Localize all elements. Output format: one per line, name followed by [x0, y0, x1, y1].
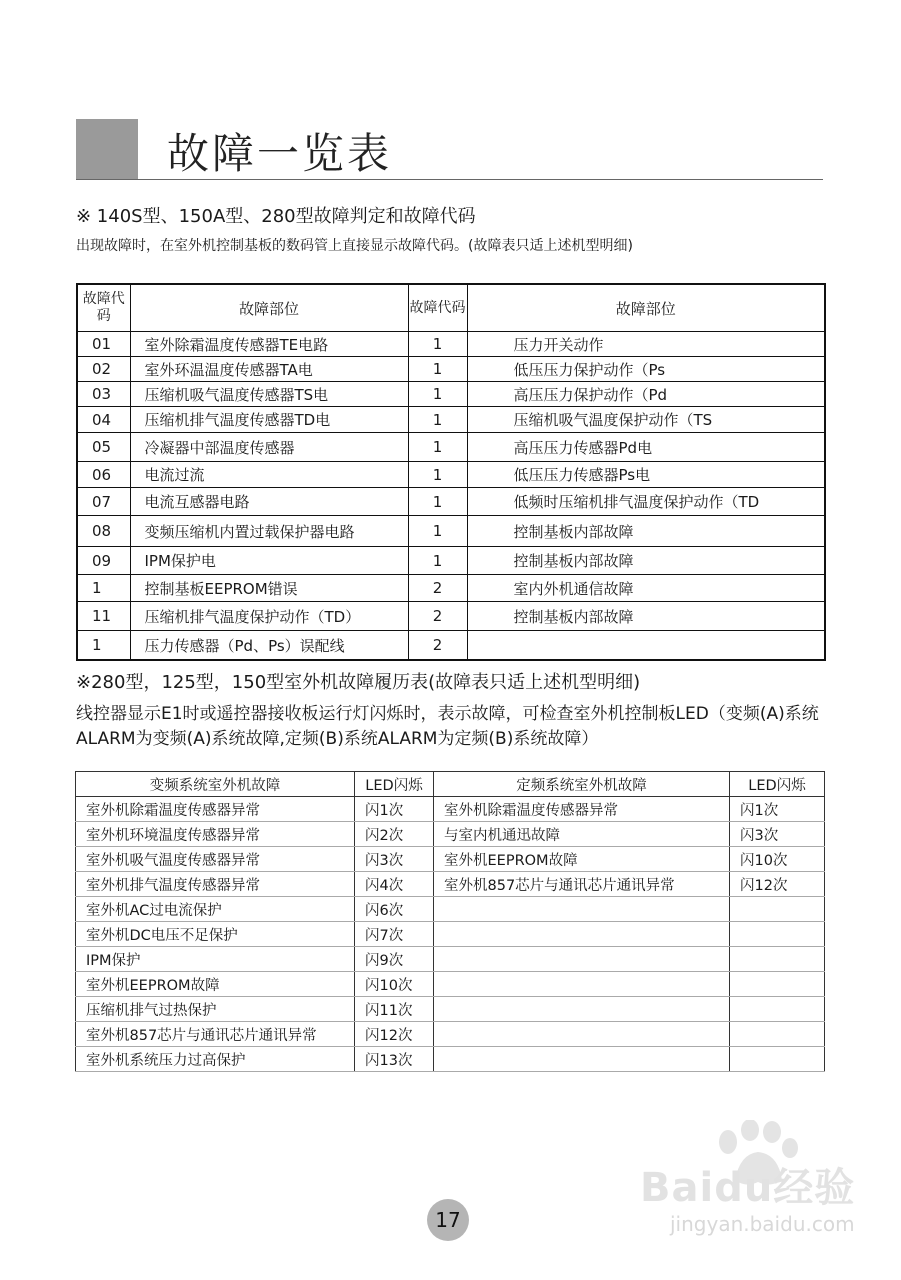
- fault-part-right: [467, 631, 825, 661]
- fault-history-table: [75, 771, 825, 1072]
- history-table-row: [76, 922, 825, 947]
- fault-table-row: [77, 462, 825, 488]
- history-table-row: [76, 822, 825, 847]
- header-code-right: 故障代码: [408, 284, 467, 332]
- fault-part-right: 控制基板内部故障: [467, 547, 825, 575]
- header-part-right: 故障部位: [467, 284, 825, 332]
- fault-code-right: 2: [408, 631, 467, 661]
- fault-part-right: 压力开关动作: [467, 332, 825, 357]
- fault-code-right: 1: [408, 407, 467, 433]
- history-fixed-led: [730, 972, 825, 997]
- fault-code-left: 06: [77, 462, 130, 488]
- fault-table-row: [77, 631, 825, 661]
- history-inverter-fault: 室外机吸气温度传感器异常: [76, 847, 355, 872]
- fault-table-row: [77, 382, 825, 407]
- fault-code-right: 1: [408, 547, 467, 575]
- history-inverter-led: 闪13次: [355, 1047, 434, 1072]
- history-fixed-led: [730, 1022, 825, 1047]
- fault-part-right: 低压压力保护动作（Ps: [467, 357, 825, 382]
- history-fixed-led: 闪10次: [730, 847, 825, 872]
- fault-code-right: 1: [408, 462, 467, 488]
- fault-part-left: 变频压缩机内置过载保护器电路: [130, 516, 408, 547]
- section1-description: 出现故障时，在室外机控制基板的数码管上直接显示故障代码。(故障表只适上述机型明细): [76, 238, 633, 254]
- header-code-left: 故障代码: [77, 284, 130, 332]
- fault-code-left: 1: [77, 631, 130, 661]
- fault-code-left: 1: [77, 575, 130, 602]
- fault-code-right: 1: [408, 382, 467, 407]
- fault-part-right: 高压压力传感器Pd电: [467, 433, 825, 462]
- history-inverter-led: 闪7次: [355, 922, 434, 947]
- history-inverter-led: 闪6次: [355, 897, 434, 922]
- fault-part-left: 压缩机排气温度传感器TD电: [130, 407, 408, 433]
- fault-table-row: [77, 357, 825, 382]
- history-table-row: [76, 872, 825, 897]
- fault-code-right: 1: [408, 357, 467, 382]
- fault-code-right: 1: [408, 332, 467, 357]
- title-marker-block: [76, 119, 138, 180]
- fault-code-left: 11: [77, 602, 130, 631]
- history-table-row: [76, 897, 825, 922]
- section2-title: ※280型，125型，150型室外机故障履历表(故障表只适上述机型明细): [76, 672, 641, 693]
- fault-code-left: 02: [77, 357, 130, 382]
- fault-part-left: 室外除霜温度传感器TE电路: [130, 332, 408, 357]
- fault-table-row: [77, 433, 825, 462]
- fault-code-table: [76, 283, 826, 661]
- fault-code-left: 07: [77, 488, 130, 516]
- fault-part-right: 低压压力传感器Ps电: [467, 462, 825, 488]
- history-fixed-led: 闪12次: [730, 872, 825, 897]
- history-inverter-fault: 室外机排气温度传感器异常: [76, 872, 355, 897]
- header-inverter-fault: 变频系统室外机故障: [76, 772, 355, 797]
- fault-code-right: 2: [408, 602, 467, 631]
- fault-code-right: 1: [408, 433, 467, 462]
- history-fixed-fault: 室外机除霜温度传感器异常: [434, 797, 730, 822]
- fault-table-header: [77, 284, 825, 332]
- section1-title: ※ 140S型、150A型、280型故障判定和故障代码: [76, 206, 476, 227]
- fault-part-right: 控制基板内部故障: [467, 602, 825, 631]
- history-inverter-fault: 室外机系统压力过高保护: [76, 1047, 355, 1072]
- history-fixed-led: [730, 922, 825, 947]
- fault-part-right: 控制基板内部故障: [467, 516, 825, 547]
- history-inverter-fault: 室外机DC电压不足保护: [76, 922, 355, 947]
- fault-code-left: 04: [77, 407, 130, 433]
- fault-table-row: [77, 547, 825, 575]
- fault-code-right: 1: [408, 488, 467, 516]
- fault-part-left: 压缩机排气温度保护动作（TD）: [130, 602, 408, 631]
- fault-table-row: [77, 516, 825, 547]
- fault-table-row: [77, 332, 825, 357]
- fault-table-row: [77, 488, 825, 516]
- fault-table-row: [77, 407, 825, 433]
- history-inverter-led: 闪11次: [355, 997, 434, 1022]
- history-inverter-led: 闪2次: [355, 822, 434, 847]
- fault-part-left: 压力传感器（Pd、Ps）误配线: [130, 631, 408, 661]
- history-fixed-fault: [434, 897, 730, 922]
- history-inverter-fault: 室外机857芯片与通讯芯片通讯异常: [76, 1022, 355, 1047]
- history-fixed-fault: 与室内机通迅故障: [434, 822, 730, 847]
- section2-description: 线控器显示E1时或遥控器接收板运行灯闪烁时，表示故障，可检查室外机控制板LED（变频(A)系统ALARM为变频(A)系统故障,定频(B)系统ALARM为定频(B)系统故障）: [76, 704, 819, 749]
- history-fixed-fault: [434, 947, 730, 972]
- history-table-row: [76, 997, 825, 1022]
- fault-part-right: 高压压力保护动作（Pd: [467, 382, 825, 407]
- fault-code-left: 03: [77, 382, 130, 407]
- history-inverter-led: 闪10次: [355, 972, 434, 997]
- history-table-row: [76, 847, 825, 872]
- title-divider: [76, 179, 823, 180]
- history-table-row: [76, 972, 825, 997]
- fault-part-left: 电流过流: [130, 462, 408, 488]
- history-table-header: [76, 772, 825, 797]
- history-table-row: [76, 1022, 825, 1047]
- page-number: 17: [427, 1199, 469, 1241]
- history-fixed-led: 闪1次: [730, 797, 825, 822]
- history-fixed-fault: [434, 1047, 730, 1072]
- history-fixed-led: [730, 1047, 825, 1072]
- history-fixed-led: [730, 997, 825, 1022]
- history-inverter-led: 闪12次: [355, 1022, 434, 1047]
- fault-part-left: 冷凝器中部温度传感器: [130, 433, 408, 462]
- fault-part-left: 控制基板EEPROM错误: [130, 575, 408, 602]
- history-fixed-led: [730, 897, 825, 922]
- history-inverter-fault: 室外机环境温度传感器异常: [76, 822, 355, 847]
- header-inverter-led: LED闪烁: [355, 772, 434, 797]
- history-table-row: [76, 797, 825, 822]
- history-inverter-led: 闪9次: [355, 947, 434, 972]
- fault-code-left: 01: [77, 332, 130, 357]
- history-inverter-fault: 室外机EEPROM故障: [76, 972, 355, 997]
- history-inverter-led: 闪3次: [355, 847, 434, 872]
- fault-code-left: 09: [77, 547, 130, 575]
- history-fixed-led: [730, 947, 825, 972]
- history-inverter-led: 闪1次: [355, 797, 434, 822]
- history-fixed-fault: [434, 1022, 730, 1047]
- history-fixed-fault: 室外机857芯片与通讯芯片通讯异常: [434, 872, 730, 897]
- fault-code-left: 08: [77, 516, 130, 547]
- history-fixed-fault: [434, 972, 730, 997]
- history-fixed-fault: 室外机EEPROM故障: [434, 847, 730, 872]
- fault-table-row: [77, 575, 825, 602]
- history-inverter-fault: 压缩机排气过热保护: [76, 997, 355, 1022]
- fault-part-left: 压缩机吸气温度传感器TS电: [130, 382, 408, 407]
- fault-part-right: 室内外机通信故障: [467, 575, 825, 602]
- watermark-brand: Baidu经验: [640, 1165, 856, 1211]
- history-inverter-led: 闪4次: [355, 872, 434, 897]
- fault-part-left: IPM保护电: [130, 547, 408, 575]
- fault-part-right: 低频时压缩机排气温度保护动作（TD: [467, 488, 825, 516]
- fault-part-left: 室外环温温度传感器TA电: [130, 357, 408, 382]
- header-fixed-fault: 定频系统室外机故障: [434, 772, 730, 797]
- fault-part-left: 电流互感器电路: [130, 488, 408, 516]
- fault-code-left: 05: [77, 433, 130, 462]
- page-title: 故障一览表: [167, 129, 393, 178]
- fault-code-right: 1: [408, 516, 467, 547]
- history-inverter-fault: 室外机除霜温度传感器异常: [76, 797, 355, 822]
- history-table-row: [76, 947, 825, 972]
- fault-part-right: 压缩机吸气温度保护动作（TS: [467, 407, 825, 433]
- header-part-left: 故障部位: [130, 284, 408, 332]
- history-fixed-led: 闪3次: [730, 822, 825, 847]
- history-inverter-fault: 室外机AC过电流保护: [76, 897, 355, 922]
- watermark-url: jingyan.baidu.com: [670, 1212, 855, 1236]
- fault-code-right: 2: [408, 575, 467, 602]
- fault-table-row: [77, 602, 825, 631]
- history-fixed-fault: [434, 922, 730, 947]
- history-fixed-fault: [434, 997, 730, 1022]
- header-fixed-led: LED闪烁: [730, 772, 825, 797]
- history-table-row: [76, 1047, 825, 1072]
- history-inverter-fault: IPM保护: [76, 947, 355, 972]
